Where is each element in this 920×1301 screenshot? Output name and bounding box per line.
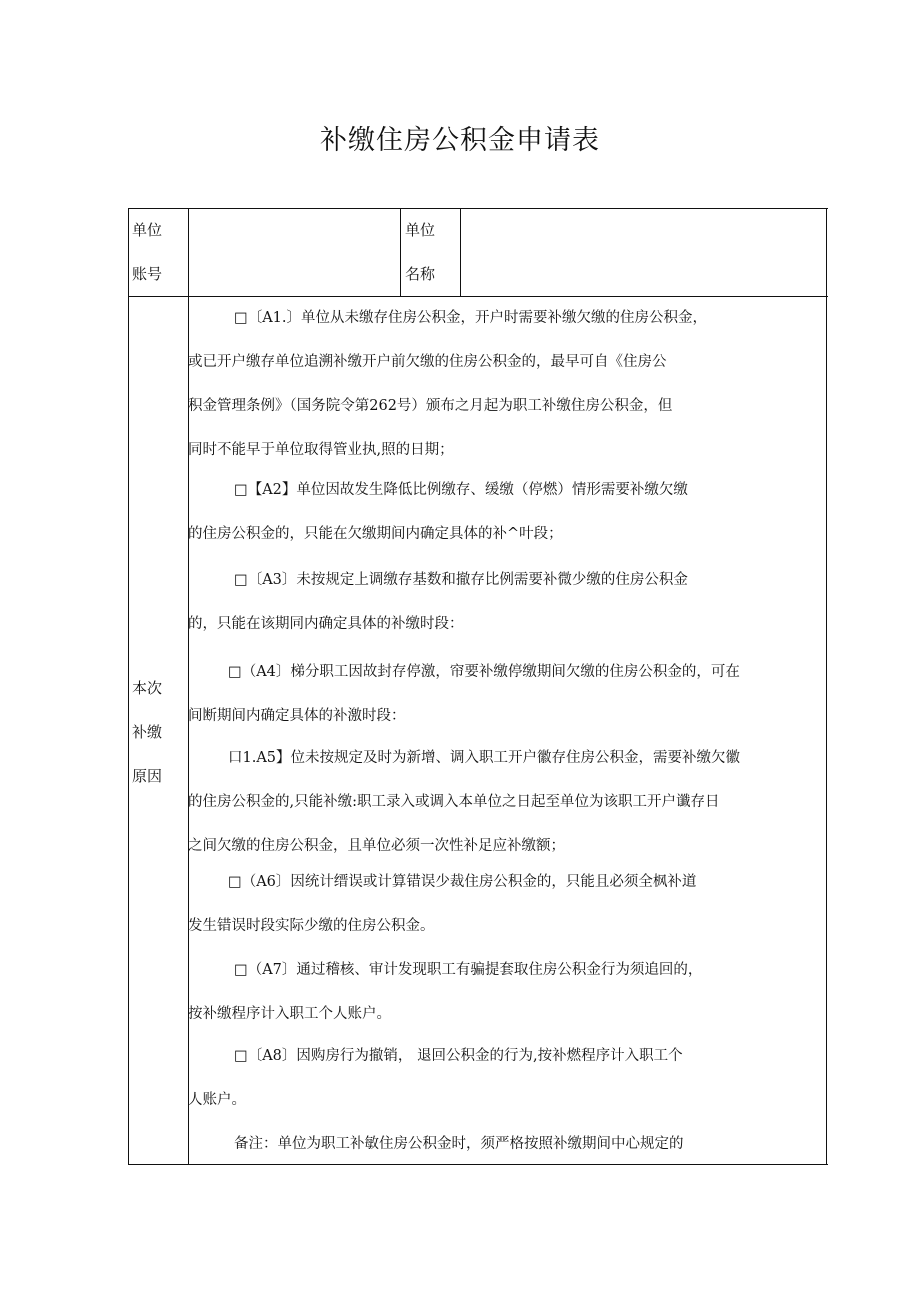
reason-a2[interactable]: □【A2】单位因故发生降低比例缴存、缓缴（停燃）情形需要补缴欠缴 的住房公积金的，只能在欠缴期间内确定具体的补^叶段；: [188, 482, 688, 542]
reason-label: 本次 补缴 原因: [132, 679, 163, 785]
reason-a3[interactable]: □〔A3〕未按规定上调缴存基数和撤存比例需要补微少缴的住房公积金 的，只能在该期同内确定具体的补缴时段：: [188, 572, 688, 632]
reason-a8[interactable]: □〔A8〕因购房行为撤销， 退回公积金的行为,按补燃程序计入职工个 人账户。: [188, 1048, 683, 1108]
table-border-left: [128, 208, 129, 1165]
table-border-top: [128, 208, 828, 209]
table-col-divider-3: [460, 208, 461, 296]
reason-a7[interactable]: □（A7〕通过稽核、审计发现职工有骗提套取住房公积金行为须追回的， 按补缴程序计入职工个人账户。: [188, 962, 703, 1022]
table-border-bottom: [128, 1164, 828, 1165]
reason-a6[interactable]: □（A6〕因统计缙误或计算错误少裁住房公积金的，只能且必须全枫补道 发生错误时段实际少缴的住房公积金。: [188, 874, 697, 934]
reason-a5[interactable]: 口1.A5】位未按规定及时为新增、调入职工开户徽存住房公积金，需要补缴欠徽 的住房公积金的,只能补缴:职工录入或调入本单位之日起至单位为该职工开户谶存日 之间欠缴的住房公积金，且单位必须一次性补足应补缴额；: [188, 750, 741, 854]
unit-account-label: 单位 账号: [132, 221, 163, 283]
table-col-divider-2: [400, 208, 401, 296]
page-title: 补缴住房公积金申请表: [320, 125, 600, 156]
reason-a4[interactable]: □（A4〕梯分职工因故封存停激，帘要补缴停缴期间欠缴的住房公积金的，可在 间断期间内确定具体的补激时段：: [188, 664, 740, 724]
reasons-content: [188, 296, 828, 1164]
unit-name-label: 单位 名称: [405, 221, 436, 283]
reason-a1[interactable]: □〔A1.〕单位从未缴存住房公积金，开户时需要补缴欠缴的住房公积金， 或已开户缴存单位追溯补缴开户前欠缴的住房公积金的，最早可自《住房公 积金管理条例》（国务院令第262号）颁布之月起为职工补缴住房公积金，但 同时不能早于单位取得管业执,照的日期；: [188, 310, 708, 458]
remark: 备注：单位为职工补敏住房公积金时，须严格按照补缴期间中心规定的: [234, 1136, 684, 1152]
unit-account-field[interactable]: [192, 210, 396, 294]
unit-name-field[interactable]: [464, 210, 822, 294]
